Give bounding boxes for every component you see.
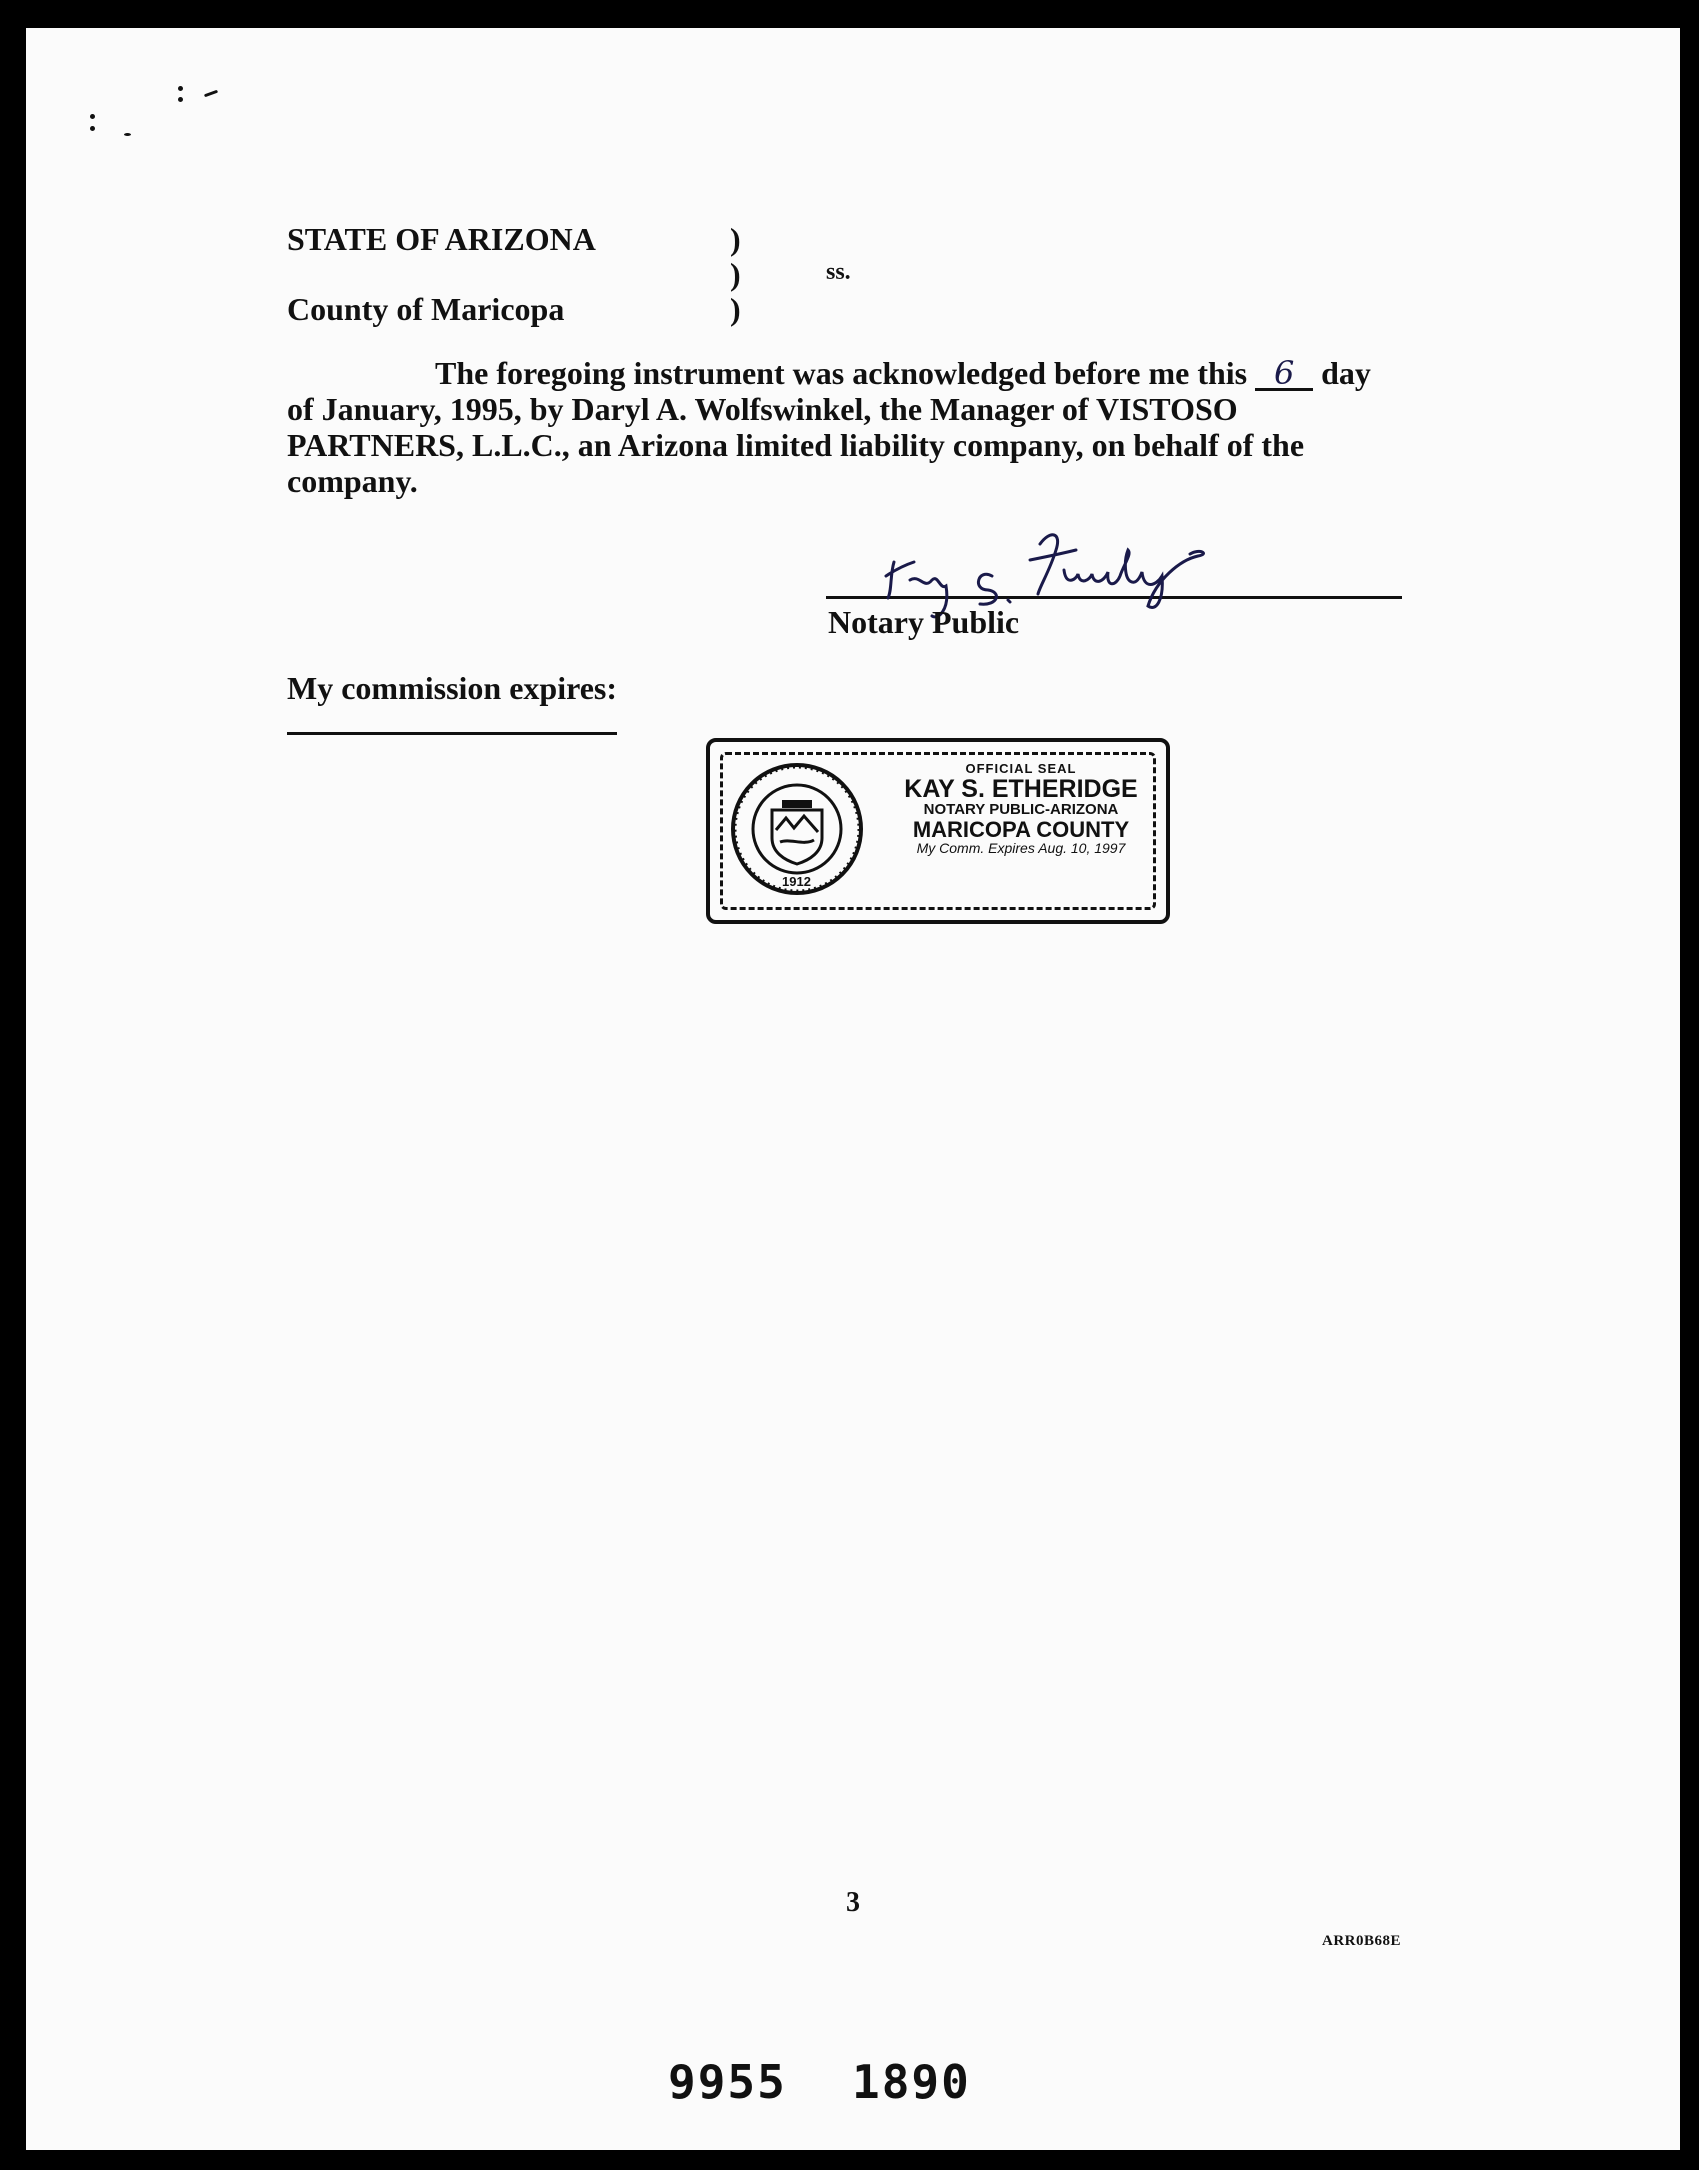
bracket-paren: ) xyxy=(730,291,741,327)
page-number: 3 xyxy=(846,1887,860,1918)
scan-speck xyxy=(90,126,95,131)
seal-notary-name: KAY S. ETHERIDGE xyxy=(904,774,1138,803)
bracket-paren: ) xyxy=(730,221,741,257)
scan-speck xyxy=(178,86,183,91)
scan-speck xyxy=(90,114,95,119)
day-field: 6 xyxy=(1255,358,1313,391)
commission-line xyxy=(287,732,617,735)
notary-seal xyxy=(706,738,1170,924)
notary-public-label: Notary Public xyxy=(828,604,1020,640)
seal-notary-title: NOTARY PUBLIC-ARIZONA xyxy=(923,800,1119,818)
emblem-year: 1912 xyxy=(782,874,811,889)
ss-label: ss. xyxy=(826,259,851,285)
recording-number-right: 1890 xyxy=(852,2055,971,2109)
recording-number-left: 9955 xyxy=(668,2055,787,2109)
document-code: ARR0B68E xyxy=(1322,1933,1402,1949)
ack-text-end: day of January, 1995, by Daryl A. Wolfswinkel, the Manager of VISTOSO PARTNERS, L.L.C., an Arizona limited liability company, on behalf of the company. xyxy=(287,355,1371,499)
state-heading: STATE OF ARIZONA xyxy=(287,221,596,257)
document-page xyxy=(26,28,1680,2150)
seal-text xyxy=(886,762,1156,855)
seal-county: MARICOPA COUNTY xyxy=(912,816,1130,842)
seal-expiration: My Comm. Expires Aug. 10, 1997 xyxy=(916,839,1126,856)
seal-official-label: OFFICIAL SEAL xyxy=(965,761,1077,776)
county-heading: County of Maricopa xyxy=(287,291,565,327)
acknowledgment-paragraph xyxy=(287,355,1397,499)
scan-speck xyxy=(178,97,183,102)
bracket-paren: ) xyxy=(730,256,741,292)
scan-speck xyxy=(124,133,131,136)
ack-text-start: The foregoing instrument was acknowledged before me this xyxy=(435,355,1248,391)
commission-label: My commission expires: xyxy=(287,670,618,706)
